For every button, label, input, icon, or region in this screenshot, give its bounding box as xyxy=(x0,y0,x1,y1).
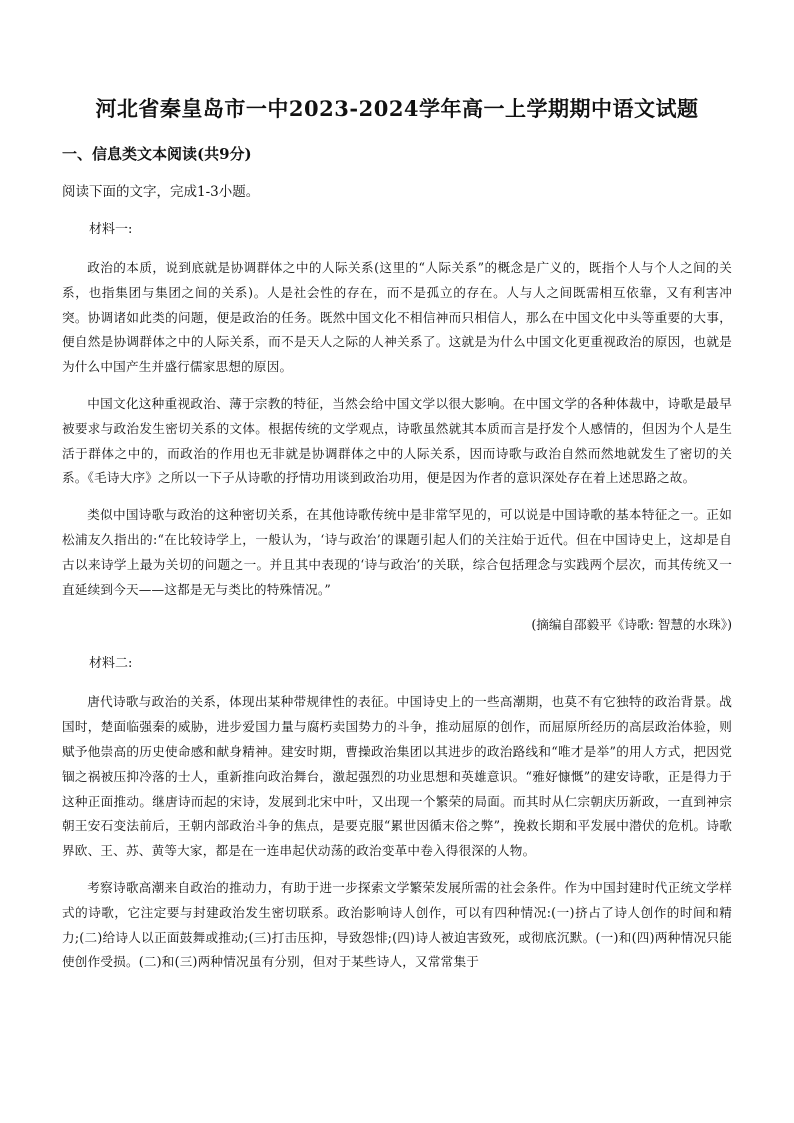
section-heading: 一、信息类文本阅读(共9分) xyxy=(62,145,252,163)
material-1-paragraph: 政治的本质，说到底就是协调群体之中的人际关系(这里的“人际关系”的概念是广义的，既指个人与个人之间的关系，也指集团与集团之间的关系)。人是社会性的存在，而不是孤立的存在。人与人之间既需相互依靠，又有利害冲突。协调诸如此类的问题，便是政治的任务。既然中国文化不相信神而只相信人，那么在中国文化中头等重要的大事，便自然是协调群体之中的人际关系，而不是天人之际的人神关系了。这就是为什么中国文化更重视政治的原因，也就是为什么中国产生并盛行儒家思想的原因。 xyxy=(62,260,732,375)
material-1-label: 材料一: xyxy=(89,222,133,237)
material-2-paragraph: 唐代诗歌与政治的关系，体现出某种带规律性的表征。中国诗史上的一些高潮期，也莫不有它独特的政治背景。战国时，楚面临强秦的威胁，进步爱国力量与腐朽卖国势力的斗争，推动屈原的创作，而屈原所经历的高层政治体验，则赋予他崇高的历史使命感和献身精神。建安时期，曹操政治集团以其进步的政治路线和“唯才是举”的用人方式，把因党锢之祸被压抑冷落的士人，重新推向政治舞台，激起强烈的功业思想和英雄意识。“雅好慷慨”的建安诗歌，正是得力于这种正面推动。继唐诗而起的宋诗，发展到北宋中叶，又出现一个繁荣的局面。而其时从仁宗朝庆历新政，一直到神宗朝王安石变法前后，王朝内部政治斗争的焦点，是要克服“累世因循末俗之弊”，挽救长期和平发展中潜伏的危机。诗歌界欧、王、苏、黄等大家，都是在一连串起伏动荡的政治变革中卷入得很深的人物。 xyxy=(62,694,732,859)
instruction-text: 阅读下面的文字，完成1-3小题。 xyxy=(62,184,260,200)
material-2-label: 材料二: xyxy=(89,656,133,672)
page-title: 河北省秦皇岛市一中2023-2024学年高一上学期期中语文试题 xyxy=(95,96,699,121)
material-1-source: (摘编自邵毅平《诗歌: 智慧的水珠》) xyxy=(531,617,732,633)
material-1-paragraph: 中国文化这种重视政治、薄于宗教的特征，当然会给中国文学以很大影响。在中国文学的各种体裁中，诗歌是最早被要求与政治发生密切关系的文体。根据传统的文学观点，诗歌虽然就其本质而言是抒发个人感情的，但因为个人是生活于群体之中的，而政治的作用也无非就是协调群体之中的人际关系，因而诗歌与政治自然而然地就发生了密切的关系。《毛诗大序》之所以一下子从诗歌的抒情功用谈到政治功用，便是因为作者的意识深处存在着上述思路之故。 xyxy=(62,395,732,486)
material-2-paragraph: 考察诗歌高潮来自政治的推动力，有助于进一步探索文学繁荣发展所需的社会条件。作为中国封建时代正统文学样式的诗歌，它注定要与封建政治发生密切联系。政治影响诗人创作，可以有四种情况:(一)挤占了诗人创作的时间和精力;(二)给诗人以正面鼓舞或推动;(三)打击压抑，导致怨悱;(四)诗人被迫害致死，或彻底沉默。(一)和(四)两种情况只能使创作受损。(二)和(三)两种情况虽有分别，但对于某些诗人，又常常集于 xyxy=(62,879,732,970)
material-1-paragraph: 类似中国诗歌与政治的这种密切关系，在其他诗歌传统中是非常罕见的，可以说是中国诗歌的基本特征之一。正如松浦友久指出的:“在比较诗学上，一般认为，‘诗与政治’的课题引起人们的关注始于近代。但在中国诗史上，这却是自古以来诗学上最为关切的问题之一。并且其中表现的‘诗与政治’的关联，综合包括理念与实践两个层次，而其传统又一直延续到今天——这都是无与类比的特殊情况。” xyxy=(62,507,732,597)
